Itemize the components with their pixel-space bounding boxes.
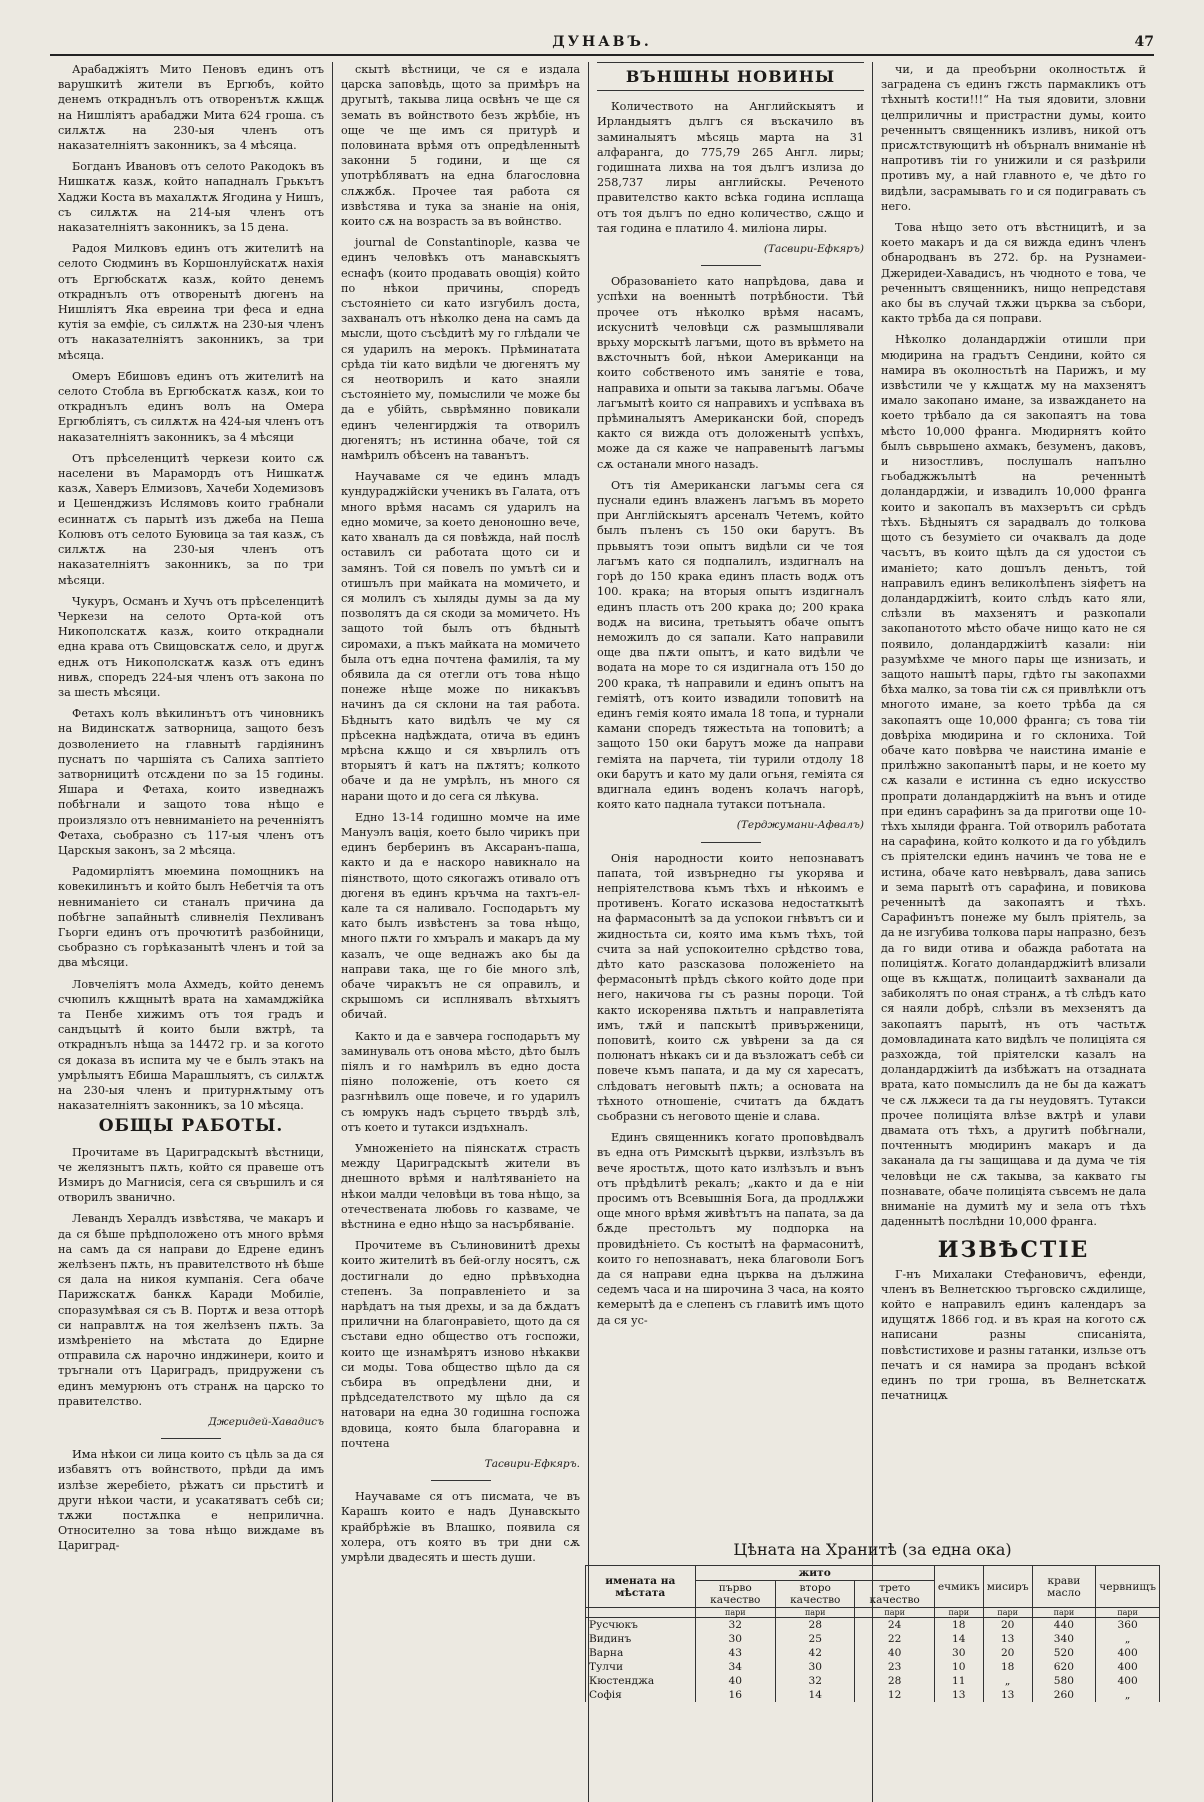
article-paragraph: journal de Constantinople, казва че единъ человѣкъ отъ манавскыятъ еснафъ (които продавать овощiя) който по нѣкои причины, споредъ състоянiето си като изгубилъ доста, захваналъ отъ нѣколко дена на самъ да мысли, щото съсѣдитѣ му го глѣдали че ся ударилъ на мерокъ. Прѣминатата срѣда тiи като видѣли че дюгенятъ му ся неотворилъ и като знаяли състоянiето му, помыслили че може бы да е убiйть, сьврѣмянно повикали единъ челенгирджiя та отворилъ дюгенятъ; нъ истинна обаче, той ся намѣрилъ обѣсенъ на таванътъ. [341, 236, 580, 463]
price-cell: 620 [1032, 1660, 1096, 1674]
column-header: първо качество [695, 1581, 775, 1608]
price-cell: 14 [776, 1688, 855, 1702]
naval-mines-article [597, 274, 864, 812]
source-signature: (Тасвири-Ефкяръ) [763, 243, 864, 256]
column-header: мисиръ [983, 1566, 1032, 1608]
price-cell: 30 [695, 1632, 775, 1646]
price-cell: 16 [695, 1688, 775, 1702]
price-table-body [586, 1618, 1160, 1703]
price-cell: 400 [1096, 1660, 1160, 1674]
price-cell: 18 [934, 1618, 983, 1633]
article-paragraph: Както и да е завчера господарьтъ му заминуваль отъ онова мѣсто, дѣто былъ пiялъ и го намѣрилъ въ едно доста пiяно положенiе, отъ което ся разгнѣвилъ още повече, и го ударилъ съ юмрукъ надъ сърцето твърдѣ злѣ, отъ което и тутакси издъхналъ. [341, 1029, 580, 1134]
unit-cell: пари [855, 1608, 934, 1618]
price-cell: 40 [695, 1674, 775, 1688]
article-paragraph: Нѣколко доландарджiи отишли при мюдирина на градътъ Сендини, който ся намира въ околностьтѣ на Парижъ, и му извѣстили че у кѫщатѫ му на махзенятъ имало закопано имане, за изваждането на което трѣбало да ся закопаятъ на това мѣсто 10,000 франга. Мюдирнятъ който былъ сьврьшено ахмакъ, безуменъ, даковъ, и низостливъ, послушалъ напълно гьобаджжълытѣ на реченнытѣ доландарджiи, и извадилъ 10,000 франга които и закопалъ въ махзерътъ си срѣдъ тѣхъ. Бѣдныятъ ся зарадвалъ до толкова щото съ безумiето си очаквалъ да доде часътъ, въ които щѣлъ да ся удостои съ иманiето; като дошълъ деньтъ, той направилъ единъ великолѣпенъ зiяфетъ на доландарджiитѣ, които слѣдъ като яли, слѣзли въ махзенятъ и разкопали закопанотото мѣсто обаче нищо като не ся появило, доландарджiитѣ казали: нiи разумѣхме че много пары ще изнизать, и защото нашытѣ пары, гдѣто гы закопахми бѣха малко, за това тiи сѫ ся привлѣкли отъ многото имане, за което трѣба да ся закопаятъ още 10,000 франга; съ това тiи довѣрiха мюдирина и го склониха. Той обаче като повѣрва че наистина иманiе е прилѣжно закопанытѣ пары, и не което му сѫ казали е истинна съ едно искусство пропрати доландарджiитѣ на вънъ и отиде при единъ сарафинъ за да приготви още 10-тѣхъ хыляди франга. Той отворилъ работата на сарафина, който колкото и да го убѣдилъ съ прiятелски единъ начинъ че това не е истина, обаче като невѣрвалъ, дава запись и зема парытѣ отъ сарафина, и повикова реченнытѣ да закопаятъ и тѣхъ. Сарафинътъ понеже му былъ прiятель, за да не изгубива толкова пары напразно, безъ да го види отива и обажда работата на полицiятѫ. Когато доландарджiитѣ влизали още въ кѫщатѫ, полицаитѣ захванали да забиколятъ по оная странѫ, а тѣ слѣдъ като ся наяли добрѣ, слѣзли въ мехзенятъ да закопаятъ парытѣ, нъ отъ частьтѫ домовладината като видѣлъ че полицiята ся разхожда, той прiятелски казалъ на доландарджiитѣ да избѣжатъ на отзадната врата, като помыслилъ да не бы да кажатъ че сѫ лѫжеси та да гы неудовятъ. Тутакси прочее полицiята влѣзе вѫтрѣ и улави двамата отъ тѣхъ, а другитѣ побѣгнали, почтеннытъ мюдиринъ макаръ и да заканала да гы защищава и да дума че тiя человѣци не сѫ такыва, за каквато гы познавате, обаче полицiята съвсемъ не дала вниманiе на думитѣ му и зела отъ тѣхъ даденнытѣ послѣдни 10,000 франга. [881, 333, 1146, 1229]
article-paragraph: Ловчелiятъ мола Ахмедъ, който денемъ счюпилъ кѫщнытѣ врата на хамамджiйка та Пенбе хижимъ отъ тоя градъ и сандъцытѣ й които были вжтрѣ, та откраднълъ нѣща за 14472 гр. и за когото ся доказа въ испита му че е былъ этакъ на умрѣлыятъ Ебиша Марашлыятъ, съ силѫтѫ на 230-ыя членъ и притурнѫтыму отъ наказателнiятъ законникъ, за 10 мѣсяца. [58, 977, 324, 1113]
price-cell: 13 [983, 1632, 1032, 1646]
price-cell: „ [1096, 1632, 1160, 1646]
price-cell: 20 [983, 1646, 1032, 1660]
column-header: крави масло [1032, 1566, 1096, 1608]
price-cell: 580 [1032, 1674, 1096, 1688]
source-signature: Джеридей-Хавадисъ [208, 1416, 324, 1429]
price-cell: 520 [1032, 1646, 1096, 1660]
price-cell: 400 [1096, 1646, 1160, 1660]
price-cell: 13 [934, 1688, 983, 1702]
table-row [586, 1688, 1160, 1702]
announcement-title: ИЗВѢСТIЕ [937, 1237, 1090, 1264]
table-row [586, 1674, 1160, 1688]
article-paragraph: Омеръ Ебишовъ единъ отъ жителитѣ на селото Стобла въ Ергюбскатѫ казѫ, кои то откраднълъ единъ волъ на Омера Ергюблiятъ, съ силѫтѫ на 424-ыя членъ отъ наказателнiятъ законникъ, за 4 мѣсяци [58, 369, 324, 444]
price-cell: 20 [983, 1618, 1032, 1633]
article-paragraph: Образованiето като напрѣдова, дава и успѣхи на военнытѣ потрѣбности. Тѣй прочее отъ нѣколко врѣмя насамъ, искуснитѣ человѣци сѫ размышлявали врьху морскытѣ лагъми, щото въ врѣмето на вѫсточнытъ бой, нѣкои Американци на които собственото имъ занятiе е това, направиха и опыти за такыва лагъмы. Обаче лагъмытѣ които ся направихъ и успѣваха въ прѣминалыятъ Американски бой, споредъ както ся вижда отъ доложенытѣ успѣхъ, може да ся каже че направенытѣ лагъмы сѫ останали много назадъ. [597, 275, 864, 471]
price-cell: 42 [776, 1646, 855, 1660]
article-paragraph: Единъ священникъ когато проповѣдвалъ въ една отъ Римскытѣ църкви, излѣзълъ въ вече яростьтѫ, щото като излѣзълъ и вънъ отъ прѣдѣлитѣ рекалъ; „както и да е нiи просимъ отъ Всевышнiя Бога, да продлѫжи още много врѣмя живѣтътъ на папата, за да бѫде престольтъ му подпорка на провидѣнiето. Съ костытѣ на фармасонитѣ, които го непознаватъ, нека благоволи Богъ да ся направи една църква на дължина седемъ часа и на широчина 3 часа, на която кемерытѣ да е слепенъ съ главитѣ имъ щото да ся ус- [597, 1131, 864, 1327]
place-cell: Варна [586, 1646, 696, 1660]
price-cell: 18 [983, 1660, 1032, 1674]
price-cell: 25 [776, 1632, 855, 1646]
papacy-article [597, 851, 864, 1328]
article-paragraph: Богданъ Ивановъ отъ селото Ракодокъ въ Нишкатѫ казѫ, който нападналъ Грькътъ Хаджи Коста въ махалѫтѫ Ягодина у Нишъ, съ силѫтѫ на 214-ыя членъ отъ наказателнiятъ законникъ, за 15 дена. [58, 160, 324, 235]
unit-cell: пари [695, 1608, 775, 1618]
general-news [58, 1145, 324, 1409]
price-cell: „ [983, 1674, 1032, 1688]
column-2 [332, 62, 588, 1802]
place-cell: Кюстенджа [586, 1674, 696, 1688]
foreign-debt-article [597, 99, 864, 236]
running-header [50, 30, 1154, 56]
price-table [585, 1565, 1160, 1702]
column-header: трето качество [855, 1581, 934, 1608]
section-title-general: ОБЩЫ РАБОТЫ. [98, 1116, 284, 1137]
article-paragraph: Радоя Милковъ единъ отъ жителитѣ на селото Сюдминъ въ Коршонлуйскатѫ нахiя отъ Ергюбскатѫ казѫ, който денемъ откраднълъ отъ отворенытѣ дюгенъ на Нишлiятъ Яка евреина три феса и една кутiя за емфiе, съ силѫтѫ на 230-ыя членъ отъ наказателнiятъ законникъ, за три мѣсяца. [58, 242, 324, 362]
table-row [586, 1632, 1160, 1646]
price-cell: 23 [855, 1660, 934, 1674]
section-title-foreign: ВЪНШНЫ НОВИНЫ [625, 67, 836, 86]
grain-header: жито [695, 1566, 934, 1581]
price-cell: 340 [1032, 1632, 1096, 1646]
price-cell: 360 [1096, 1618, 1160, 1633]
price-cell: 24 [855, 1618, 934, 1633]
table-row [586, 1618, 1160, 1633]
column-header: ечмикъ [934, 1566, 983, 1608]
price-cell: 10 [934, 1660, 983, 1674]
article-paragraph: Научаваме ся отъ писмата, че въ Карашъ които е надъ Дунавскыто крайбрѣжiе въ Влашко, появила ся холера, отъ която въ три дни сѫ умрѣли двадесять и шесть души. [341, 1490, 580, 1565]
place-cell: Русчюкъ [586, 1618, 696, 1633]
price-cell: 400 [1096, 1674, 1160, 1688]
article-paragraph: Чукуръ, Османъ и Хучъ отъ прѣселенцитѣ Черкези на селото Орта-кой отъ Никополскатѫ казѫ, които откраднали една крава отъ Свищовскатѫ село, и другѫ еднѫ отъ Никополскатѫ казѫ отъ единъ нивѫ, споредъ 224-ыя членъ отъ закона по за шесть мѣсяци. [58, 594, 324, 699]
column-1 [50, 62, 332, 1802]
section-header-foreign [597, 62, 864, 91]
divider [161, 1438, 221, 1439]
price-cell: 260 [1032, 1688, 1096, 1702]
price-cell: 43 [695, 1646, 775, 1660]
price-cell: 11 [934, 1674, 983, 1688]
divider [701, 265, 761, 266]
article-paragraph: Прочитеме въ Сълиновинитѣ дрехы които жителитѣ въ бей-оглу носятъ, сѫ достигнали до едно прѣвъходна степенъ. За поправленiето и за нарѣдатъ на тыя дрехы, и за да бѫдатъ прилични на благонравiето, щото да ся състави едно общество отъ госпожи, които ще изнамѣрятъ изново нѣкакви си моды. Това общество щѣло да ся събира въ опредѣлени дни, и прѣдседателството му щѣло да ся натовари на една 30 годишна госпожа вдовица, която была благоравна и почтена [341, 1239, 580, 1450]
article-paragraph: скытѣ вѣстници, че ся е издала царска заповѣдь, щото за примѣръ на другытѣ, такыва лица освѣнъ че ще ся земать въ войнството безъ жрѣбiе, нъ още че ще имъ ся притурѣ и половината врѣмя отъ опредѣленнытѣ законни 5 години, и ще ся употрѣбляватъ на една благословна слѫжбѫ. Прочее тая работа ся извѣстява и тука за знанiе на онiя, които сѫ на возрасть за въ войнство. [341, 63, 580, 229]
article-paragraph: Г-нъ Михалаки Стефановичъ, ефенди, членъ въ Велнетскюо търговско сѫдилище, който е направилъ единъ календаръ за идущятѫ 1866 год. и въ края на когото сѫ написани разны списанiята, повѣстистихове и разны гатанки, изльзе отъ печатъ и ся намира за проданъ всѣкой единъ по три гроша, въ Велнетскатѫ печатницѫ [881, 1267, 1146, 1403]
unit-cell: пари [934, 1608, 983, 1618]
price-cell: 28 [776, 1618, 855, 1633]
unit-cell: пари [1032, 1608, 1096, 1618]
price-cell: 30 [776, 1660, 855, 1674]
newspaper-title: ДУНАВЪ. [552, 34, 652, 50]
article-paragraph: Арабаджiятъ Мито Пеновъ единъ отъ варушкитѣ жители въ Ергюбъ, който денемъ откраднълъ отъ отворенътѫ кѫщѫ на Нишлiятъ арабаджи Мита 624 гроша. съ силѫтѫ на 230-ыя членъ отъ наказателнiятъ законникъ, за 4 мѣсяца. [58, 63, 324, 153]
paris-swindle-article [881, 62, 1146, 1229]
price-cell: 22 [855, 1632, 934, 1646]
price-cell: 30 [934, 1646, 983, 1660]
price-table-title: Цѣната на Хранитѣ (за една ока) [733, 1540, 1012, 1559]
unit-cell [586, 1608, 696, 1618]
unit-row [586, 1608, 1160, 1618]
article-paragraph: Левандъ Хералдъ извѣстява, че макаръ и да ся бѣше прѣдположено отъ много врѣмя на самъ да ся направи до Едрене единъ желѣзенъ пѫть, нъ правителството нѣ бѣше ся дала на никоя кумпанiя. Сега обаче Парижскатѫ банкѫ Каради Мобилiе, споразумѣвая ся съ В. Портѫ и веза отторѣ си направлтѫ на тоя желѣзенъ пѫть. За измѣренiето на мѣстата до Едирне отправила сѫ нарочно инджинери, които и тръгнали отъ Цариградъ, придружени съ единъ мемурюнъ отъ странѫ на царско то правителство. [58, 1212, 324, 1408]
article-paragraph: Умноженiето на пiянскатѫ страсть между Цариградскытѣ жители въ днешното врѣмя и налѣтяванiето на нѣкои малди человѣци въ това нѣщо, за отечествената любовь го казваме, че вѣстнина е едно нѣщо за насърбяванiе. [341, 1142, 580, 1232]
unit-cell: пари [1096, 1608, 1160, 1618]
price-cell: 32 [695, 1618, 775, 1633]
article-paragraph: Отъ прѣселенцитѣ черкези които сѫ населени въ Марамордъ отъ Нишкатѫ казѫ, Хаверъ Елмизовъ, Хачеби Ходемизовъ и Цешенджизъ Ислямовъ които грабнали есиннатѫ съ парытѣ изъ джеба на Пеша Колювъ отъ селото Буювица за тая казѫ, съ силѫтѫ на 230-ыя членъ отъ наказателнiятъ законникъ, за по три мѣсяци. [58, 451, 324, 587]
article-paragraph: Фетахъ колъ вѣкилинътъ отъ чиновникъ на Видинскатѫ затворница, защото безъ дозволението на главнытѣ гардiянинъ пуснатъ по чаршiята съ Салиха заптiето затворницитѣ отсѫдени по за 15 годины. Яшара и Фетаха, които изведнажъ побѣгнали и защото това нѣщо е произлязло отъ невниманiето на реченнiятъ Фетаха, сьобразно съ 117-ыя членъ отъ Царскыя законъ, за 2 мѣсяца. [58, 707, 324, 857]
table-row [586, 1646, 1160, 1660]
article-paragraph: Това нѣщо зето отъ вѣстницитѣ, и за което макаръ и да ся вижда единъ членъ обнародванъ въ 272. бр. на Рузнамеи-Джеридеи-Хавадисъ, нъ чюдното е това, че реченнытъ священникъ, нищо непредставя ако бы въ случай тѫжи църква за събори, както трѣба да ся поправи. [881, 221, 1146, 326]
price-cell: „ [1096, 1688, 1160, 1702]
article-paragraph: Радомирлiятъ мюемина помощникъ на ковекилинътъ и който былъ Небетчiя та отъ невниманiето си станалъ причина да побѣгне запайнытѣ сливнелiя Пехливанъ Гьорги единъ отъ прочютитѣ разбойници, сьобразно съ горѣказанытѣ членъ и той за два мѣсяци. [58, 865, 324, 970]
price-cell: 28 [855, 1674, 934, 1688]
article-paragraph: Количеството на Английскыятъ и Ирландыятъ дългъ ся въскачило въ заминалыятъ мѣсяць марта на 31 алфаранга, до 775,79 265 Англ. лиры; годишната лихва на тоя дългъ излиза до 258,737 лиры английскы. Реченото правителство както всѣка година исплаща отъ тоя дългъ по едно количество, сѫщо и тая година е платило 4. милiона лиры. [597, 100, 864, 235]
column-header: червнищъ [1096, 1566, 1160, 1608]
place-cell: Тулчи [586, 1660, 696, 1674]
source-signature: Тасвири-Ефкяръ. [484, 1458, 580, 1471]
place-cell: Софiя [586, 1688, 696, 1702]
article-paragraph: Научаваме ся че единъ младъ кундураджiйски ученикъ въ Галата, отъ много врѣмя насамъ ся ударилъ на едно момиче, за което деноношно вече, като хваналъ да ся повѣжда, най послѣ оставилъ си работата щото си и замянъ. Той ся повелъ по умътѣ си и отишълъ при майката на момичето, и ся молилъ съ хыляды думы за да му позволятъ да ся скоди за момичето. Нъ защото той былъ отъ бѣднытѣ сиромахи, а пъкъ майката на момичето была отъ една почтена фамилiя, та му обявила да ся отегли отъ това нѣщо понеже нѣще може по никакъвъ начинъ да ся склони на тая работа. Бѣднытъ като видѣлъ че му ся прѣсекна надѣждата, отича въ единъ мрѣсна кѫщо и ся хвърлилъ отъ вторыятъ й катъ на пѫтятъ; колкото обаче и да не умрѣлъ, нъ много ся нарани щото и до сега ся лѣкува. [341, 470, 580, 803]
article-paragraph: чи, и да преобърни околностьтѫ й заградена съ единъ гжсть пармакликъ отъ тѣхнытѣ кости!!!“ На тыя ядовити, зловни целприличны и пристрастни думы, които реченнытъ священникъ изливъ, никой отъ присѫтствующитѣ нѣ обърналъ вниманiе нѣ напротивъ тiи го унижили и ся разѣрили противъ му, а най главното е, че дѣто го видѣли, засрамывать го и ся подигравать съ него. [881, 63, 1146, 213]
unit-cell: пари [776, 1608, 855, 1618]
page-number: 47 [1134, 34, 1154, 50]
cholera-news [341, 1489, 580, 1565]
local-news [341, 62, 580, 1451]
calendar-announcement [881, 1267, 1146, 1404]
price-cell: 14 [934, 1632, 983, 1646]
unit-cell: пари [983, 1608, 1032, 1618]
article-paragraph: Онiя народности които непознаватъ папата, той извърнедно гы укорява и непрiятелствова къмъ тѣхъ и нѣкоимъ е противенъ. Когато исказова недостаткытѣ на фармасонытѣ за да успокои гнѣвътъ си и жидностьта си, която има къмъ тѣхъ, той счита за най успокоително срѣдство това, дѣто като разсказова положенiето на фермасонытѣ прѣдъ сѣкого който доде при него, накичова гы съ разны пороци. Той както искоренява пѫтьтъ и направлетiята имъ, тѫй и папскытѣ привърженици, поповитѣ, които сѫ увѣрени за да ся полюнатъ нѣкакъ си и да възложатъ себѣ си повече къмъ папата, и да му ся харесатъ, слѣдоватъ неговытѣ пѫть; а основата на тѣхното отношенiе, считатъ да бѫдатъ сьобразни съ неговото щенiе и слава. [597, 851, 864, 1123]
table-row [586, 1660, 1160, 1674]
price-cell: 13 [983, 1688, 1032, 1702]
grain-price-section [585, 1540, 1160, 1702]
price-cell: 40 [855, 1646, 934, 1660]
price-cell: 32 [776, 1674, 855, 1688]
price-cell: 440 [1032, 1618, 1096, 1633]
place-cell: Видинъ [586, 1632, 696, 1646]
source-signature: (Терджумани-Афвалъ) [736, 819, 864, 832]
divider [431, 1480, 491, 1481]
court-sentences [58, 62, 324, 1113]
article-paragraph: Отъ тiя Американски лагъмы сега ся пуснали единъ влаженъ лагъмъ въ морето при Англiйскыятъ арсеналъ Четемъ, който былъ пъленъ съ 150 оки барутъ. Въ прьвыятъ тоэи опытъ видѣли си че тоя лагъмъ като ся подпалилъ, издигналъ на горѣ до 150 крака единъ пласть водѫ отъ 100. крака; на вторыя опытъ издигналъ единъ пласть отъ 200 крака до; 200 крака водѫ на висина, третьыятъ обаче опытъ неможилъ до ся запали. Като направили още два пѫти опытъ, и като видѣли че водата на море то ся издигнала отъ 150 до 200 крака, тѣ направили и единъ опытъ на гемiятѣ, отъ които извадили топовитѣ на единъ гемiя която имала 18 топа, и турнали камани споредъ тяжестьта на топовитѣ; а защото 150 оки барутъ може да направи гемiята на парчета, тiи турили отдолу 18 оки барутъ и като му дали огьня, гемiята ся вдигнала единъ воденъ колачъ нагорѣ, която като паднала тутакси потънала. [597, 478, 864, 812]
price-cell: 34 [695, 1660, 775, 1674]
article-paragraph: Прочитаме въ Цариградскытѣ вѣстници, че желязнытъ пѫть, който ся правеше отъ Измиръ до Магнисiя, сега ся свършилъ и ся отворилъ званично. [58, 1145, 324, 1205]
article-paragraph: Едно 13-14 годишно момче на име Мануэлъ вацiя, което было чирикъ при единъ берберинъ въ Аксаранъ-паша, както и да е наскоро навикнало на пiянството, щото сякогажъ отивало отъ дюгеня въ единъ кръчма на тахтъ-ел-кале та ся наливало. Господарьтъ му като былъ извѣстенъ за това нѣщо, много пѫти го хмъралъ и макаръ да му казалъ, че още веднажъ ако бы да направи така, ще го бiе много злѣ, обаче чиракътъ не ся оправилъ, и скрышомъ си исплнявалъ вѣтхыятъ обичай. [341, 810, 580, 1022]
place-header: имената на мѣстата [586, 1566, 696, 1608]
column-header: второ качество [776, 1581, 855, 1608]
divider [701, 842, 761, 843]
article-paragraph: Има нѣкои си лица които съ цѣль за да ся избавятъ отъ войнството, прѣди да имъ излѣзе жеребiето, рѣжатъ си прьститѣ и други нѣкои части, и усакатяватъ себѣ си; тѫжи постѫпка е неприлична. Относително за това нѣщо виждаме въ Цариград- [58, 1448, 324, 1553]
price-cell: 12 [855, 1688, 934, 1702]
article-draft-evasion [58, 1447, 324, 1553]
